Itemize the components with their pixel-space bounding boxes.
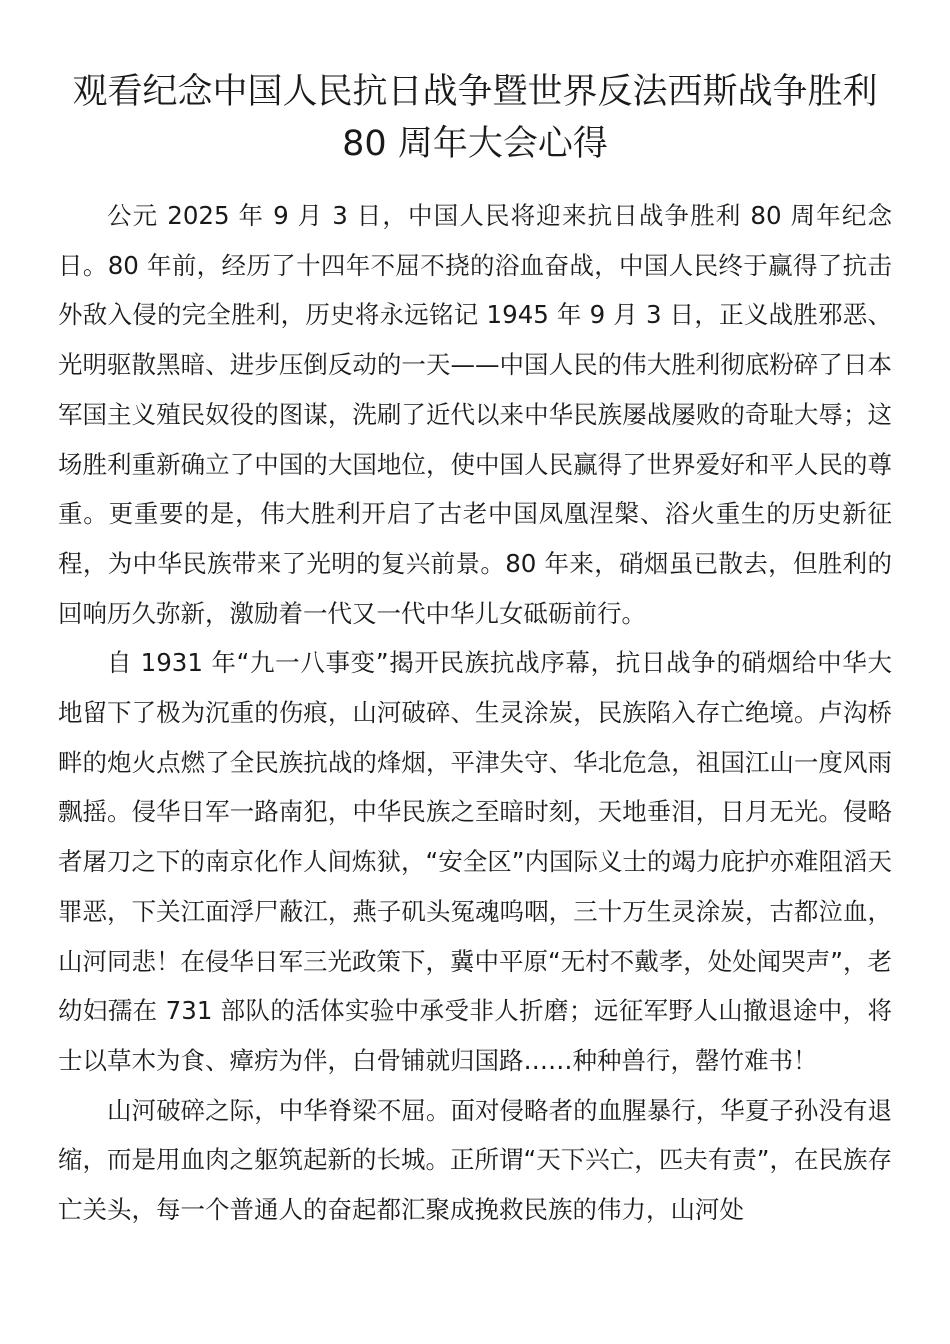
title-line-1: 观看纪念中国人民抗日战争暨世界反法西斯战争胜利 (72, 72, 878, 112)
document-title (56, 66, 894, 170)
document-body (58, 191, 892, 1235)
paragraph-2: 自 1931 年“九一八事变”揭开民族抗战序幕，抗日战争的硝烟给中华大地留下了极为沉重的伤痕，山河破碎、生灵涂炭，民族陷入存亡绝境。卢沟桥畔的炮火点燃了全民族抗战的烽烟，平津失守、华北危急，祖国江山一度风雨飘摇。侵华日军一路南犯，中华民族之至暗时刻，天地垂泪，日月无光。侵略者屠刀之下的南京化作人间炼狱，“安全区”内国际义士的竭力庇护亦难阻滔天罪恶，下关江面浮尸蔽江，燕子矶头冤魂呜咽，三十万生灵涂炭，古都泣血，山河同悲！在侵华日军三光政策下，冀中平原“无村不戴孝，处处闻哭声”，老幼妇孺在 731 部队的活体实验中承受非人折磨；远征军野人山撤退途中，将士以草木为食、瘴疠为伴，白骨铺就归国路……种种兽行，罄竹难书！ (58, 648, 892, 1075)
paragraph-1: 公元 2025 年 9 月 3 日，中国人民将迎来抗日战争胜利 80 周年纪念日。80 年前，经历了十四年不屈不挠的浴血奋战，中国人民终于赢得了抗击外敌入侵的完全胜利，历史将永远铭记 1945 年 9 月 3 日，正义战胜邪恶、光明驱散黑暗、进步压倒反动的一天——中国人民的伟大胜利彻底粉碎了日本军国主义殖民奴役的图谋，洗刷了近代以来中华民族屡战屡败的奇耻大辱；这场胜利重新确立了中国的大国地位，使中国人民赢得了世界爱好和平人民的尊重。更重要的是，伟大胜利开启了古老中国凤凰涅槃、浴火重生的历史新征程，为中华民族带来了光明的复兴前景。80 年来，硝烟虽已散去，但胜利的回响历久弥新，激励着一代又一代中华儿女砥砺前行。 (58, 201, 892, 628)
title-line-2: 80 周年大会心得 (342, 124, 608, 164)
paragraph-3: 山河破碎之际，中华脊梁不屈。面对侵略者的血腥暴行，华夏子孙没有退缩，而是用血肉之躯筑起新的长城。正所谓“天下兴亡，匹夫有责”，在民族存亡关头，每一个普通人的奋起都汇聚成挽救民族的伟力，山河处 (58, 1095, 892, 1225)
